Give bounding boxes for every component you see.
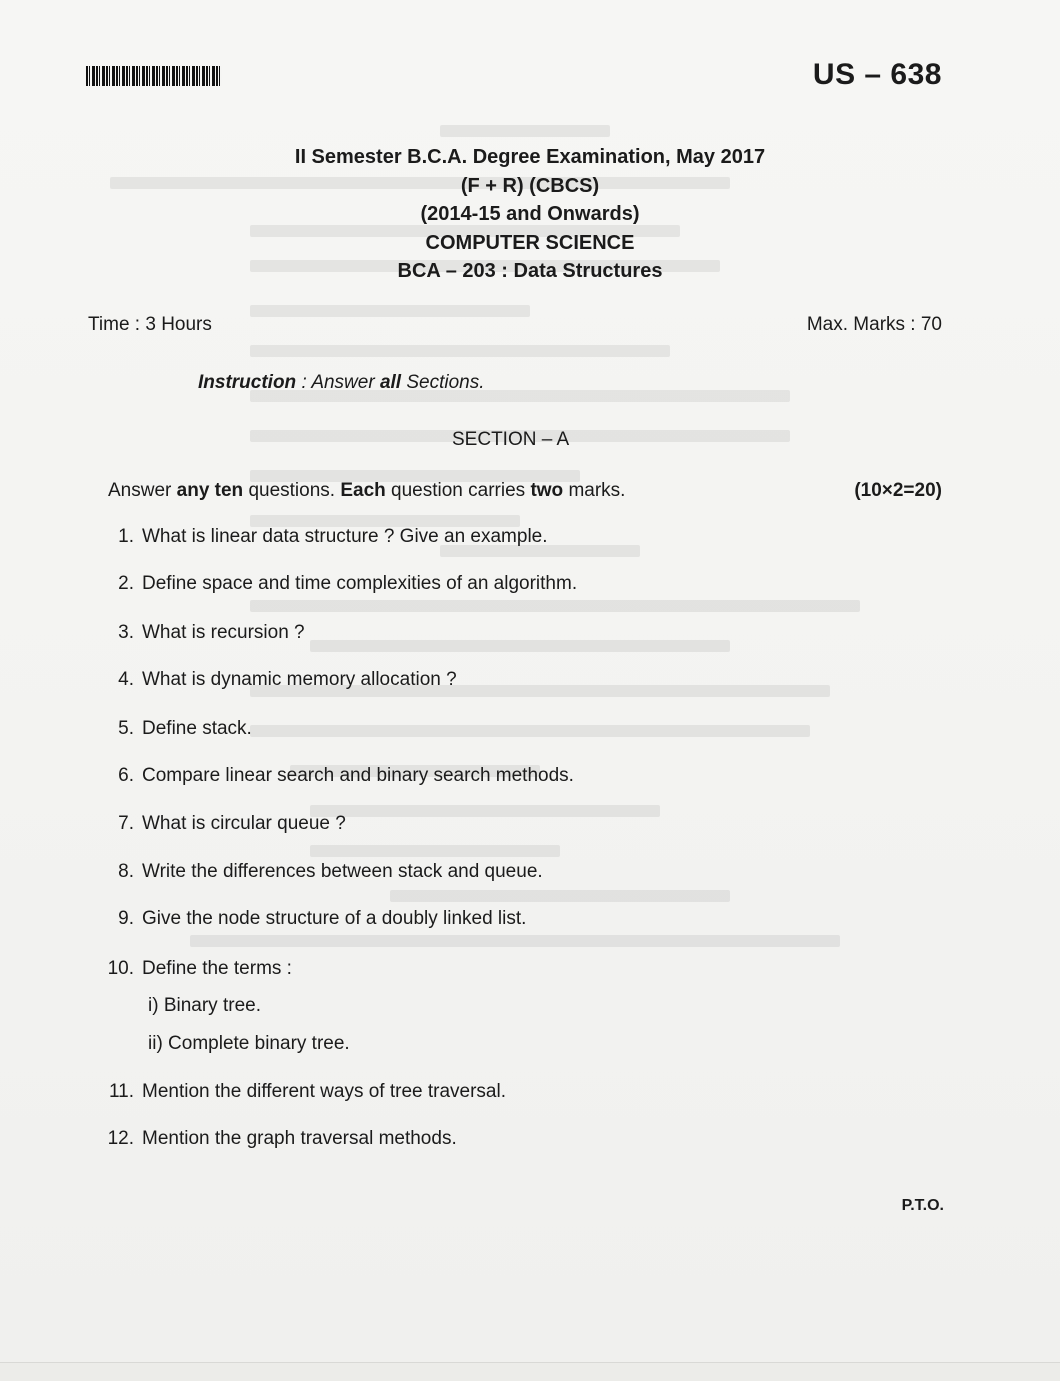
question-number: 12. [107,1128,134,1149]
directions-bold-any-ten: any ten [176,480,244,501]
question-item [104,526,548,548]
directions-post: marks. [563,480,626,501]
directions-pre: Answer [108,480,177,501]
question-text: Define stack. [142,718,252,739]
question-item [104,861,543,883]
time-label: Time : 3 Hours [88,314,212,335]
header-line-subject: COMPUTER SCIENCE [425,231,635,254]
header-line-semester: II Semester B.C.A. Degree Examination, May 2017 [294,146,766,168]
question-text: Define the terms : [142,958,292,979]
paper-code: US – 638 [812,58,942,91]
header-line-paper: BCA – 203 : Data Structures [397,260,663,282]
question-text: What is recursion ? [142,622,305,643]
question-number: 2. [118,573,134,594]
question-text: Mention the different ways of tree traversal. [142,1081,506,1102]
sub-item: ii) Complete binary tree. [148,1033,350,1054]
question-number: 7. [118,813,134,834]
question-number: 6. [118,765,134,786]
question-text: Mention the graph traversal methods. [142,1128,457,1149]
max-marks-label: Max. Marks : 70 [806,314,942,335]
instruction [198,372,485,394]
question-number: 8. [118,861,134,882]
instruction-label: Instruction [198,372,297,393]
section-a-marks: (10×2=20) [854,480,942,501]
sub-item: i) Binary tree. [148,995,261,1016]
instruction-sep: : [296,372,312,393]
question-text: Define space and time complexities of an algorithm. [142,573,578,594]
question-number: 1. [118,526,134,547]
directions-bold-each: Each [340,480,386,501]
pto-label: P.T.O. [901,1197,944,1214]
directions-mid2: question carries [385,480,531,501]
header-line-years: (2014-15 and Onwards) [420,203,640,225]
instruction-bold: all [379,372,402,393]
question-number: 3. [118,622,134,643]
question-text: Give the node structure of a doubly linked list. [142,908,527,929]
question-item [104,669,457,691]
question-item [104,573,577,595]
question-text: Compare linear search and binary search methods. [142,765,574,786]
section-a-title: SECTION – A [452,429,570,450]
question-item [104,765,574,787]
question-number: 11. [108,1081,134,1102]
question-text: What is dynamic memory allocation ? [142,669,457,690]
exam-header [0,143,1060,286]
barcode [86,66,222,86]
question-number: 9. [118,908,134,929]
question-item [104,958,292,980]
question-text: What is linear data structure ? Give an example. [142,526,548,547]
question-text: Write the differences between stack and queue. [142,861,543,882]
question-item [104,1081,506,1103]
question-number: 10. [107,958,134,979]
page-bottom-edge [0,1362,1060,1381]
question-number: 5. [118,718,134,739]
question-item [104,813,346,835]
directions-bold-two: two [530,480,564,501]
question-item [104,908,526,930]
question-number: 4. [118,669,134,690]
directions-mid: questions. [243,480,341,501]
question-item [104,1128,457,1150]
instruction-pre: Answer [311,372,380,393]
question-text: What is circular queue ? [142,813,346,834]
header-line-scheme: (F + R) (CBCS) [460,174,600,197]
section-a-directions [108,480,625,502]
instruction-post: Sections. [401,372,485,393]
question-item [104,622,305,644]
question-item [104,718,252,740]
